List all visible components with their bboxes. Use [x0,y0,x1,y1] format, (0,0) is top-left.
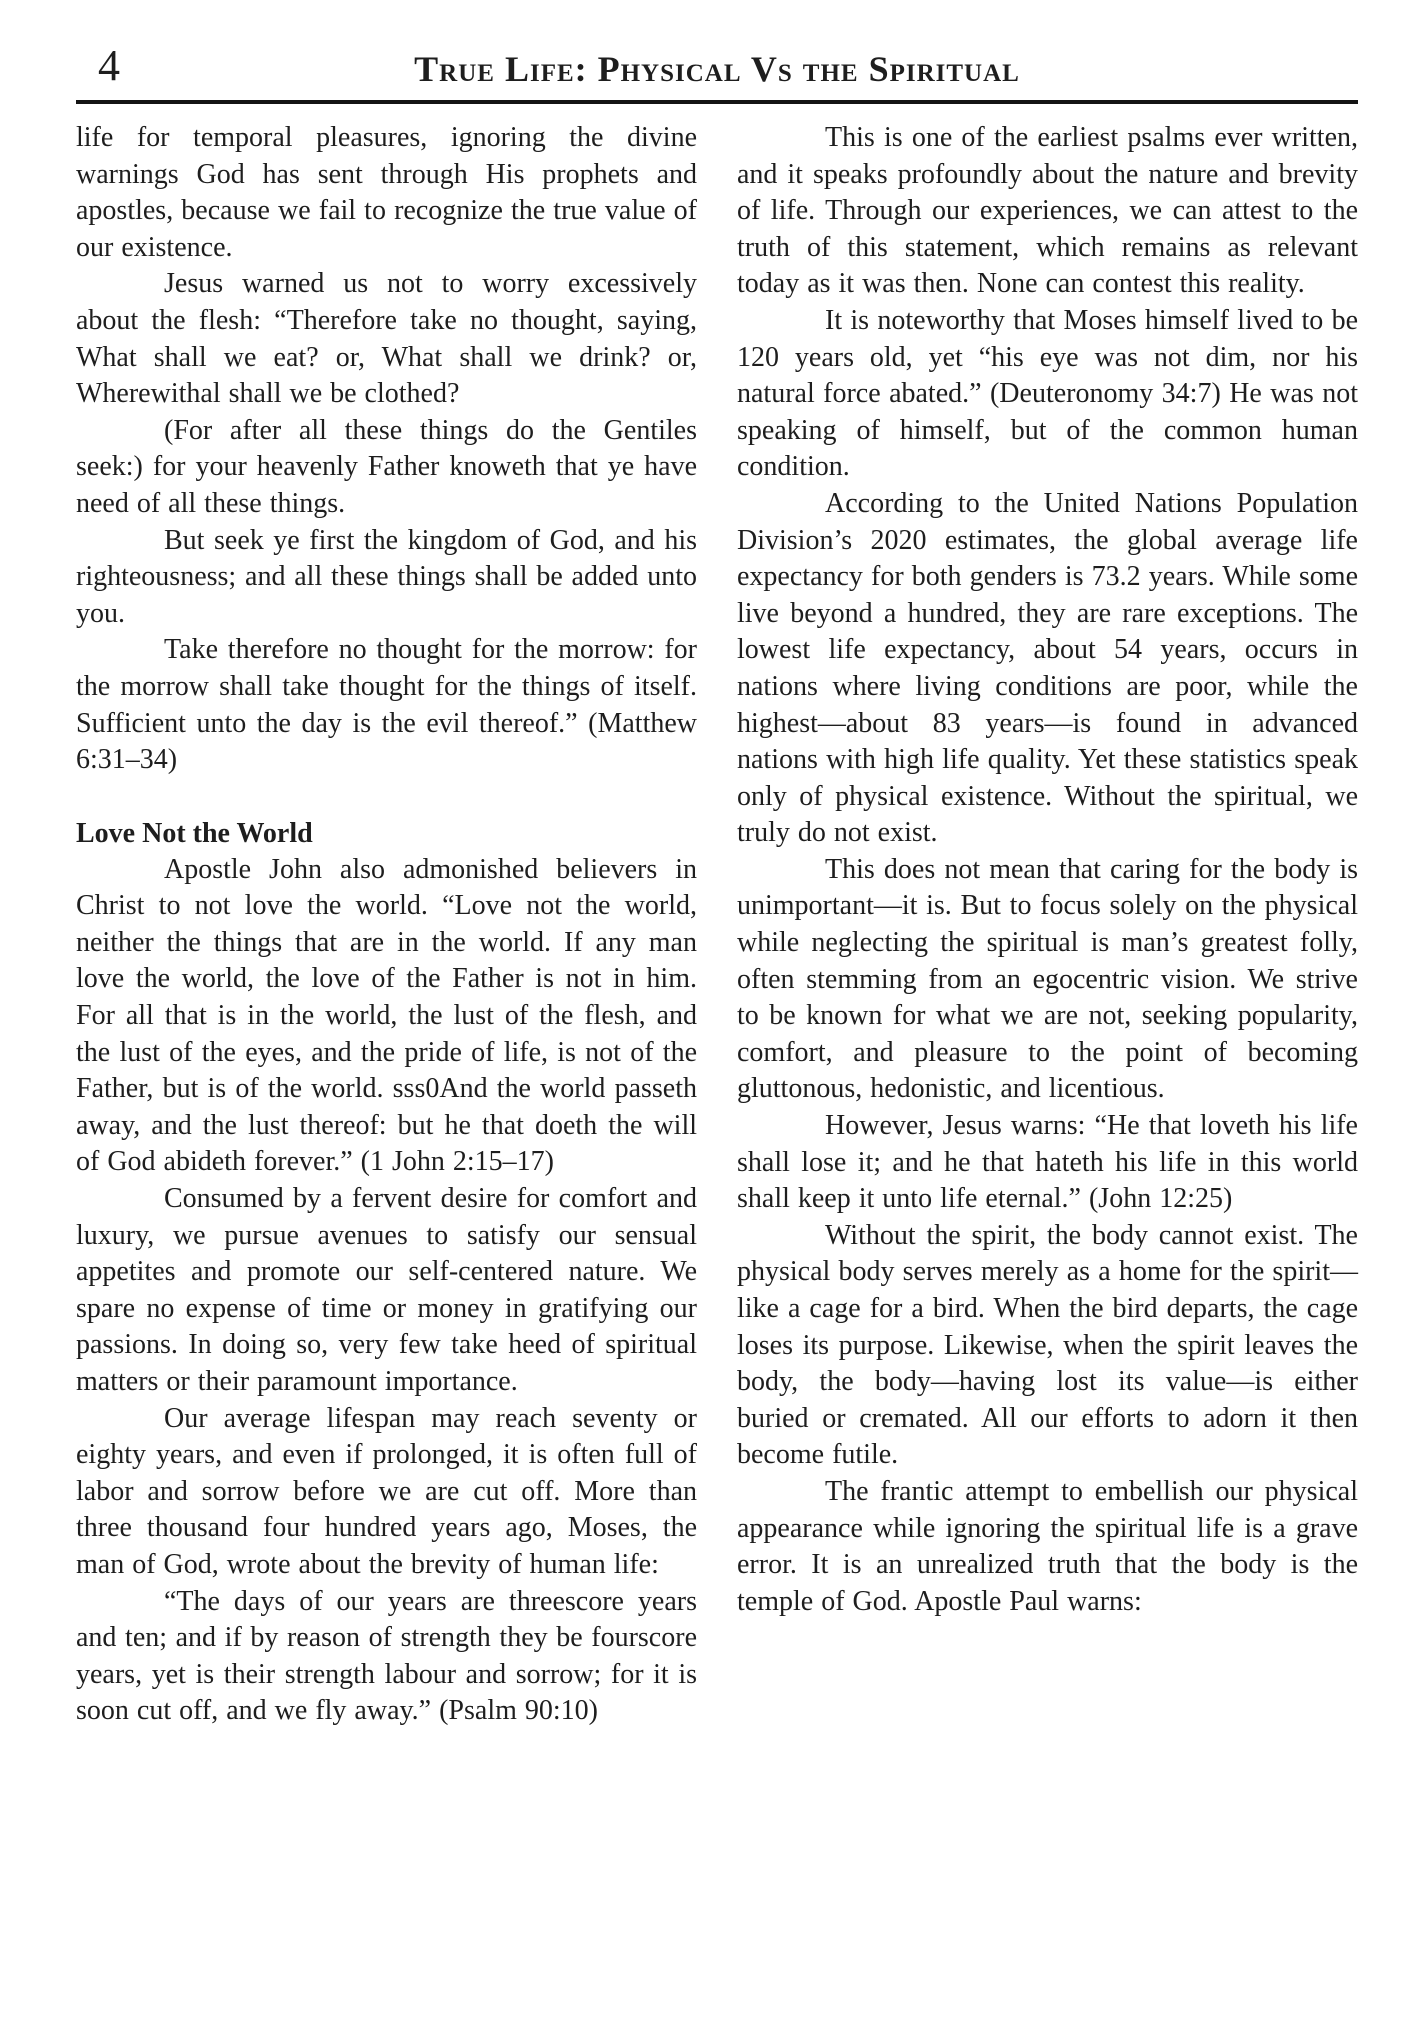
paragraph: Take therefore no thought for the morrow: for the morrow shall take thought for the things of itself. Sufficient unto the day is the evil thereof.” (Matthew 6:31–34) [76,634,697,776]
paragraph: It is noteworthy that Moses himself lived to be 120 years old, yet “his eye was not dim, nor his natural force abated.” (Deuteronomy 34:7) He was not speaking of himself, but of the common human condition. [737,304,1358,483]
paragraph: According to the United Nations Population Division’s 2020 estimates, the global average life expectancy for both genders is 73.2 years. While some live beyond a hundred, they are rare exceptions. The lowest life expectancy, about 54 years, occurs in nations where living conditions are poor, while the highest—about 83 years—is found in advanced nations with high life quality. Yet these statistics speak only of physical existence. Without the spiritual, we truly do not exist. [737,487,1358,849]
left-column [76,120,697,1730]
paragraph: Apostle John also admonished believers in Christ to not love the world. “Love not the world, neither the things that are in the world. If any man love the world, the love of the Father is not in him. For all that is in the world, the lust of the flesh, and the lust of the eyes, and the pride of life, is not of the Father, but is of the world. sss0And the world passeth away, and the lust thereof: but he that doeth the will of God abideth forever.” (1 John 2:15–17) [76,853,697,1178]
page-number: 4 [98,41,120,90]
paragraph: The frantic attempt to embellish our physical appearance while ignoring the spiritual life is a grave error. It is an unrealized truth that the body is the temple of God. Apostle Paul warns: [737,1475,1358,1617]
paragraph: Jesus warned us not to worry excessively about the flesh: “Therefore take no thought, saying, What shall we eat? or, What shall we drink? or, Wherewithal shall we be clothed? [76,268,697,410]
paragraph: life for temporal pleasures, ignoring the divine warnings God has sent through His prophets and apostles, because we fail to recognize the true value of our existence. [76,122,697,263]
paragraph: Consumed by a fervent desire for comfort and luxury, we pursue avenues to satisfy our sensual appetites and promote our self-centered nature. We spare no expense of time or money in gratifying our passions. In doing so, very few take heed of spiritual matters or their paramount importance. [76,1183,697,1397]
page-header [76,40,1358,98]
section-heading: Love Not the World [76,817,313,849]
text-columns [76,120,1358,1730]
header-rule [76,100,1358,104]
paragraph: Our average lifespan may reach seventy or eighty years, and even if prolonged, it is often full of labor and sorrow before we are cut off. More than three thousand four hundred years ago, Moses, the man of God, wrote about the brevity of human life: [76,1402,697,1580]
paragraph: But seek ye first the kingdom of God, and his righteousness; and all these things shall be added unto you. [76,524,697,629]
paragraph: Without the spirit, the body cannot exist. The physical body serves merely as a home for the spirit—like a cage for a bird. When the bird departs, the cage loses its purpose. Likewise, when the spirit leaves the body, the body—having lost its value—is either buried or cremated. All our efforts to adorn it then become futile. [737,1219,1358,1471]
paragraph: “The days of our years are threescore years and ten; and if by reason of strength they be fourscore years, yet is their strength labour and sorrow; for it is soon cut off, and we fly away.” (Psalm 90:10) [76,1585,697,1727]
page-title: True Life: Physical Vs the Spiritual [414,49,1020,89]
paragraph: This is one of the earliest psalms ever written, and it speaks profoundly about the nature and brevity of life. Through our experiences, we can attest to the truth of this statement, which remains as relevant today as it was then. None can contest this reality. [737,122,1358,300]
right-column [737,120,1358,1730]
paragraph: This does not mean that caring for the body is unimportant—it is. But to focus solely on the physical while neglecting the spiritual is man’s greatest folly, often stemming from an egocentric vision. We strive to be known for what we are not, seeking popularity, comfort, and pleasure to the point of becoming gluttonous, hedonistic, and licentious. [737,853,1358,1105]
paragraph: (For after all these things do the Gentiles seek:) for your heavenly Father knoweth that ye have need of all these things. [76,414,697,519]
paragraph: However, Jesus warns: “He that loveth his life shall lose it; and he that hateth his life in this world shall keep it unto life eternal.” (John 12:25) [737,1110,1358,1215]
